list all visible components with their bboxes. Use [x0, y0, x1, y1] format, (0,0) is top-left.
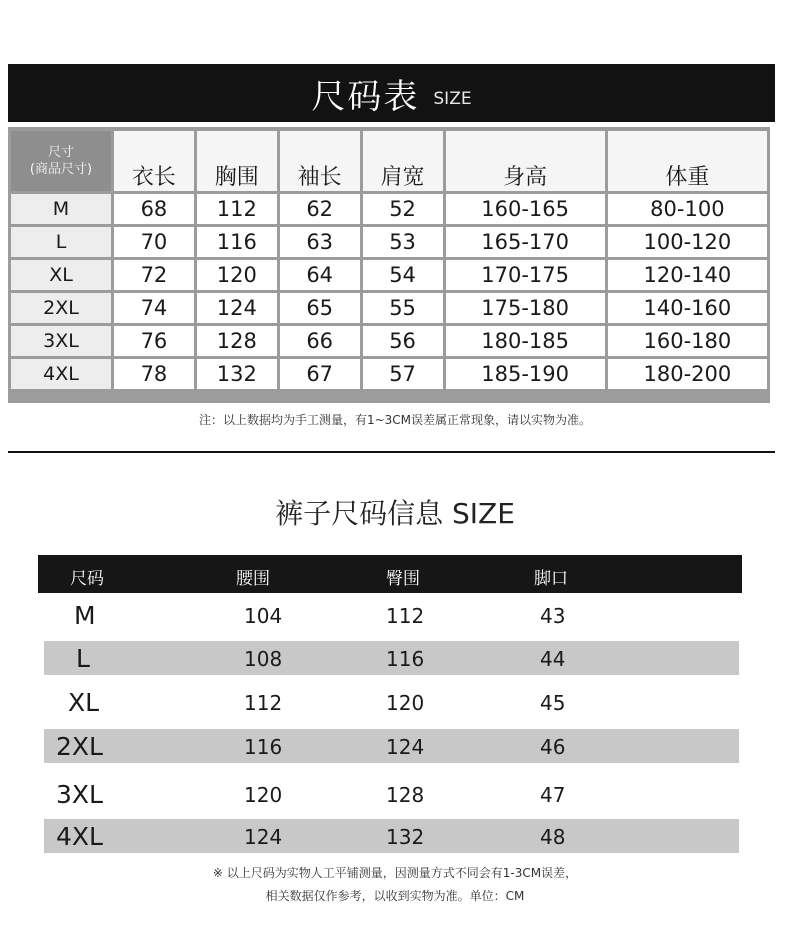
table-cell: 53: [363, 227, 443, 257]
column-header: 肩宽: [363, 131, 443, 191]
table-cell: 74: [114, 293, 194, 323]
table-cell: 66: [280, 326, 360, 356]
table-cell: 120-140: [608, 260, 767, 290]
table-cell: 160-180: [608, 326, 767, 356]
table-cell: 46: [540, 735, 566, 759]
table-row: [44, 729, 739, 763]
column-header: 尺码: [70, 569, 104, 589]
size-label: XL: [11, 260, 111, 290]
table-cell: 65: [280, 293, 360, 323]
table-cell: 47: [540, 783, 566, 807]
table-row: [44, 777, 739, 811]
table-cell: 44: [540, 647, 566, 671]
column-header: 体重: [608, 131, 767, 191]
table-cell: 165-170: [446, 227, 605, 257]
table-row: [11, 359, 767, 389]
page-title-en: SIZE: [433, 89, 472, 109]
table-cell: 108: [244, 647, 283, 671]
size-label: XL: [68, 688, 100, 717]
table-cell: 45: [540, 691, 566, 715]
pants-note-line2: 相关数据仅作参考，以收到实物为准。单位：CM: [265, 889, 525, 903]
table-cell: 48: [540, 825, 566, 849]
table-cell: 57: [363, 359, 443, 389]
corner-sublabel: (商品尺寸): [29, 162, 93, 177]
table-row: [44, 598, 739, 632]
table-row: [11, 194, 767, 224]
size-label: M: [74, 601, 96, 630]
table-cell: 76: [114, 326, 194, 356]
table-cell: 180-185: [446, 326, 605, 356]
table-cell: 170-175: [446, 260, 605, 290]
pants-header-row: [38, 555, 742, 593]
table-cell: 62: [280, 194, 360, 224]
column-header: 脚口: [534, 569, 568, 589]
table-cell: 70: [114, 227, 194, 257]
table-cell: 124: [197, 293, 277, 323]
size-label: 3XL: [11, 326, 111, 356]
table-cell: 128: [386, 783, 425, 807]
table-cell: 185-190: [446, 359, 605, 389]
table-row: [44, 819, 739, 853]
column-header: 袖长: [280, 131, 360, 191]
size-label: 2XL: [11, 293, 111, 323]
table-row: [44, 685, 739, 719]
table-row: [44, 641, 739, 675]
table-cell: 132: [197, 359, 277, 389]
table-row: [11, 326, 767, 356]
table-cell: 56: [363, 326, 443, 356]
table-cell: 104: [244, 604, 283, 628]
table-cell: 54: [363, 260, 443, 290]
table-cell: 160-165: [446, 194, 605, 224]
size-label: 4XL: [11, 359, 111, 389]
table-cell: 120: [244, 783, 283, 807]
corner-cell: [11, 131, 111, 191]
table-cell: 124: [244, 825, 283, 849]
size-label: 3XL: [56, 780, 103, 809]
table-cell: 52: [363, 194, 443, 224]
table-cell: 63: [280, 227, 360, 257]
size-label: L: [11, 227, 111, 257]
table-cell: 120: [386, 691, 425, 715]
table-cell: 43: [540, 604, 566, 628]
table-cell: 112: [244, 691, 283, 715]
table-row: [11, 227, 767, 257]
column-header: 身高: [446, 131, 605, 191]
table-cell: 112: [197, 194, 277, 224]
table-cell: 67: [280, 359, 360, 389]
table-cell: 68: [114, 194, 194, 224]
size-label: M: [11, 194, 111, 224]
corner-label: 尺寸: [47, 145, 74, 160]
table-cell: 120: [197, 260, 277, 290]
table-cell: 124: [386, 735, 425, 759]
table-cell: 175-180: [446, 293, 605, 323]
pants-title: 裤子尺码信息 SIZE: [275, 497, 515, 530]
table-cell: 116: [386, 647, 425, 671]
size-label: L: [76, 644, 90, 673]
table-cell: 116: [244, 735, 283, 759]
table-row: [11, 293, 767, 323]
table-cell: 112: [386, 604, 425, 628]
table-cell: 180-200: [608, 359, 767, 389]
top-size-table: [8, 127, 770, 403]
table-cell: 55: [363, 293, 443, 323]
table-cell: 128: [197, 326, 277, 356]
table-cell: 80-100: [608, 194, 767, 224]
column-header: 腰围: [236, 569, 270, 589]
table-cell: 78: [114, 359, 194, 389]
title-banner: [8, 64, 775, 122]
table-cell: 132: [386, 825, 425, 849]
table-row: [11, 260, 767, 290]
top-table-note: 注：以上数据均为手工测量，有1~3CM误差属正常现象，请以实物为准。: [198, 413, 592, 427]
page-title: 尺码表: [311, 76, 420, 117]
size-label: 4XL: [56, 822, 103, 851]
table-cell: 72: [114, 260, 194, 290]
column-header: 臀围: [386, 569, 420, 589]
column-header: 衣长: [114, 131, 194, 191]
table-cell: 116: [197, 227, 277, 257]
table-cell: 100-120: [608, 227, 767, 257]
pants-note-line1: ※ 以上尺码为实物人工平铺测量，因测量方式不同会有1-3CM误差，: [212, 866, 578, 880]
table-cell: 64: [280, 260, 360, 290]
section-divider: [8, 451, 775, 453]
table-cell: 140-160: [608, 293, 767, 323]
column-header: 胸围: [197, 131, 277, 191]
top-header-row: [11, 131, 767, 191]
size-label: 2XL: [56, 732, 103, 761]
